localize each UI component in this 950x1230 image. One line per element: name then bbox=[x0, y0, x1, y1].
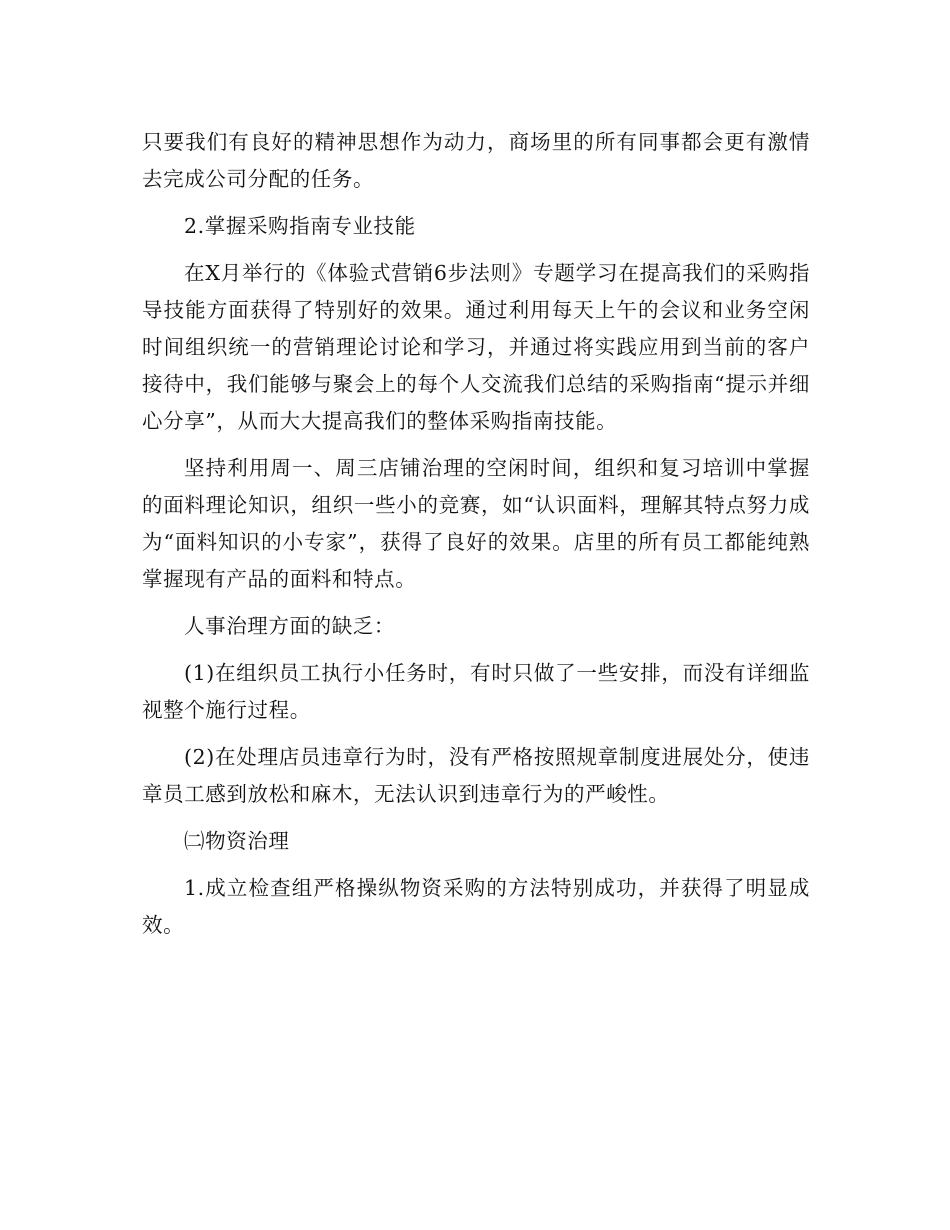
paragraph-gap bbox=[142, 440, 810, 450]
paragraph-gap bbox=[142, 729, 810, 739]
section-heading-personnel-shortcomings: 人事治理方面的缺乏： bbox=[184, 614, 395, 638]
list-item-shortcoming-1: (1)在组织员工执行小任务时，有时只做了一些安排，而没有详细监视整个施行过程。 bbox=[142, 661, 810, 722]
paragraph-marketing-training: 在X月举行的《体验式营销6步法则》专题学习在提高我们的采购指导技能方面获得了特别好的效果。通过利用每天上午的会议和业务空闲时间组织统一的营销理论讨论和学习，并通过将实践应用到当前的客户接待中，我们能够与聚会上的每个人交流我们总结的采购指南“提示并细心分享”，从而大大提高我们的整体采购指南技能。 bbox=[142, 261, 810, 433]
section-heading-purchasing-skills: 2.掌握采购指南专业技能 bbox=[184, 214, 416, 238]
paragraph-fabric-knowledge: 坚持利用周一、周三店铺治理的空闲时间，组织和复习培训中掌握的面料理论知识，组织一些小的竞赛，如“认识面料，理解其特点努力成为“面料知识的小专家”，获得了良好的效果。店里的所有员工都能纯熟掌握现有产品的面料和特点。 bbox=[142, 456, 810, 591]
paragraph-gap bbox=[142, 198, 810, 208]
paragraph-gap bbox=[142, 245, 810, 255]
list-item-shortcoming-2: (2)在处理店员违章行为时，没有严格按照规章制度进展处分，使违章员工感到放松和麻木，无法认识到违章行为的严峻性。 bbox=[142, 745, 810, 806]
paragraph-continued-motivation: 只要我们有良好的精神思想作为动力，商场里的所有同事都会更有激情去完成公司分配的任务。 bbox=[142, 130, 810, 191]
paragraph-gap bbox=[142, 645, 810, 655]
paragraph-gap bbox=[142, 860, 810, 870]
section-heading-materials-management: ㈡物资治理 bbox=[184, 829, 290, 853]
paragraph-gap bbox=[142, 598, 810, 608]
document-page bbox=[142, 124, 810, 944]
paragraph-gap bbox=[142, 813, 810, 823]
paragraph-inspection-group: 1.成立检查组严格操纵物资采购的方法特别成功，并获得了明显成效。 bbox=[142, 876, 810, 937]
